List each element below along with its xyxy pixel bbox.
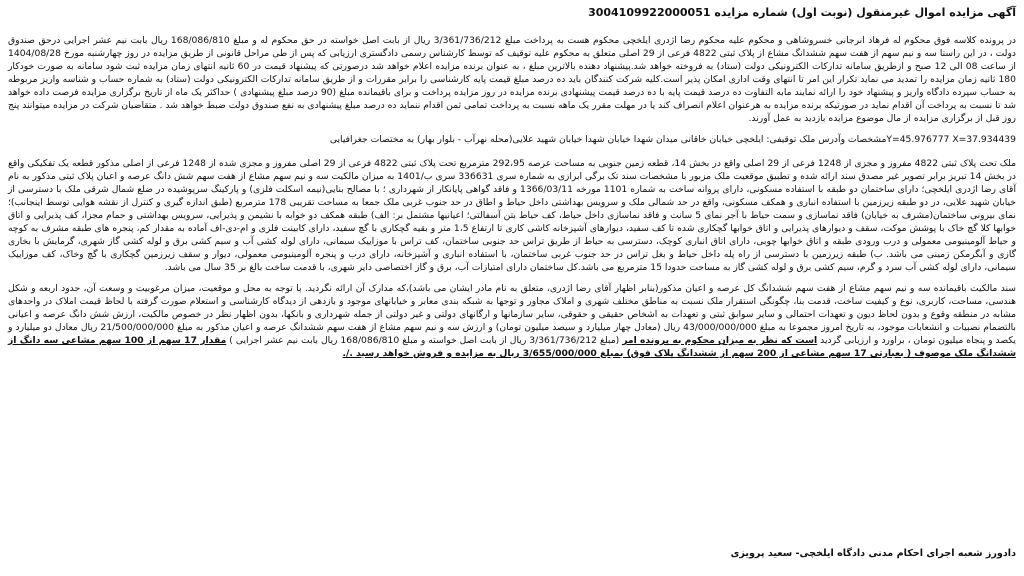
signature-line: دادورز شعبه اجرای احکام مدنی دادگاه ایلخچی- سعید پرویزی [730, 548, 1016, 559]
valuation-text: سند مالکیت باقیمانده سه و نیم سهم مشاع از هفت سهم ششدانگ کل عرصه و اعیان مذکور(بنابر اظهار آقای رضا اژدری، متعلق به نام مادر ایشان می باشد)،که مدارک آن ارائه نگردید. با توجه به محل و موقعیت، میزان مرغوبیت و وسعت آن، حدود اربعه و شکل هندسی، مساحت، کاربری، نوع و کیفیت ساخت، قدمت بنا، چگونگی استقرار ملک نسبت به مناطق مختلف شهری و املاک مجاور و توجها به شبکه بندی معابر و خیابانهای موجود و بازدهی از دیدگاه کارشناسی و استعلام صورت گرفته با لحاظ قیمت املاک در واحدهای مشابه در منطقه وقوع و بدون لحاظ دیون و تعهدات احتمالی و سایر سوابق ثبتی و تعهدات به اشخاص حقیقی و حقوقی، سایر سازمانها و ارگانهای دولتی و غیر دولتی از جمله شهرداری و بانکها، بدون اظهار نظر در خصوص مالکیت، ارزش شش دانگ عرصه و اعیانی بالتضمام نصبیات و انشعابات موجود، به تاریخ امروز مجموعا به مبلغ 43/000/000/000 ریال (معادل چهار میلیارد و سیصد میلیون تومان) و ارزش سه و نیم سهم مشاع از هفت سهم ششدانگ عرصه و اعیان مذکور به مبلغ 21/500/000/000 ریال معادل دو میلیارد و یکصد و پنجاه میلیون تومان ، براورد و ارزیابی گردید [8, 283, 1016, 346]
valuation-emphasis-b: مقدار 17 سهم از 100 سهم مشاعی سه دانگ از ششدانگ ملک موصوف ( بعبارتی 17 سهم مشاعی از 200 سهم از ششدانگ پلاک فوق) بمبلغ 3/655/000/000 ریال به مزایده و فروش خواهد رسید ./. [8, 335, 1016, 359]
paragraph-case-details: در پرونده کلاسه فوق محکوم له فرهاد انرجانی خسروشاهی و محکوم علیه محکوم رضا اژدری ایلخچی محکوم هست به پرداخت مبلغ 3/361/736/212 ریال از بابت اصل خواسته در حق محکوم له و مبلغ 168/086/810 ریال بابت نیم عشر اجرایی درحق صندوق دولت ، در این راستا سه و نیم سهم از هفت سهم ششدانگ مشاع از پلاک ثبتی 4822 فرعی از 29 اصلی متعلق به محکوم علیه توقیف که توسط کارشناس رسمی دادگستری ارزیابی که پس از طی مراحل قانونی از طریق مزایده در روز چهارشنبه مورخ 1404/08/28 از ساعت 08 الی 12 صبح و ازطریق سامانه تدارکات الکترونیکی دولت (ستاد) به فروخته خواهد شد.پیشنهاد دهنده بالاترین مبلغ ، به عنوان برنده مزایده اعلام خواهد شد درصورتی که پیشنهاد قیمت در 60 ثانیه انتهای زمان مزایده ثبت شود سامانه به صورت خودکار 180 ثانیه زمان مزایده را تمدید می نماید تکرار این امر تا انتهای وقت اداری امکان پذیر است.کلیه شرکت کنندگان باید ده درصد مبلغ قیمت پایه کارشناسی را برابر مقررات و از طریق سامانه تدارکات الکترونیکی دولت (ستاد) به شماره حساب و شناسه واریز مربوطه به حساب سپرده دادگاه واریز و پیشنهاد خود را ارائه نمایند مابه التفاوت ده درصد قیمت پایه با ده درصد قیمت پیشنهادی برنده مزایده در روز مزایده پرداخت و برای باقیمانده مبلغ (90 درصد مبلغ پیشنهادی ) حداکثر یک ماه از تاریخ برگزاری مزایده فرصت داده خواهد شد تا نسبت به پرداخت آن اقدام نماید در صورتیکه برنده مزایده به هرعنوان اعلام انصراف کند یا در مهلت مقرر یک ماهه نسبت به پرداخت تمامی ثمن اقدام ننماید ده درصد مبلغ پیشنهادی به نفع صندوق دولت ضبط خواهد شد . متقاضیان شرکت در مزایده میتوانند پنج روز قبل از برگزاری مزایده از مال موضوع مزایده بازدید به عمل آورند. [8, 35, 1016, 124]
valuation-amounts: (مبلغ 3/361/736/212 ریال از بابت اصل خواسته و مبلغ 168/086/810 ریال بابت نیم عشر اجرایی ) [229, 335, 620, 346]
valuation-emphasis-a: است که نظر به میزان محکوم به پرونده امر [622, 335, 818, 346]
notice-title: آگهی مزایده اموال غیرمنقول (نوبت اول) شماره مزایده 3004109922000051 [588, 6, 1016, 19]
paragraph-valuation [8, 282, 1016, 360]
property-location-line: Y=45.976777 X=37.934439مشخصات وآدرس ملک توقیفی: ایلخچی خیابان خاقانی میدان شهدا خیابان شهدا خیابان شهید علایی(محله نهرآب - بلوار بهار) به مختصات جغرافیایی [329, 134, 1016, 145]
paragraph-property-description: ملک تحت پلاک ثبتی 4822 مفروز و مجزی از 1248 فرعی از 29 اصلی واقع در بخش 14، قطعه زمین جنوبی به مساحت عرصه 292،95 مترمربع تحت پلاک ثبتی 4822 فرعی از 29 اصلی مفروز و مجزی شده از 1248 فرعی از اصلی مذکور قطعه یک تفکیکی واقع در بخش 14 تبریز برابر تصویر غیر مصدق سند ارائه شده و تطبیق موقعیت ملک مزبور با مشخصات سند تک برگی ابرازی به شماره سری 336631 سری ب/1401 به میزان مالکیت سه و نیم سهم مشاع از هفت سهم شش دانگ عرصه و اعیان پلاک ثبتی مذکور به نام آقای رضا اژدری ایلخچی؛ دارای ساختمان دو طبقه با استفاده مسکونی، دارای پروانه ساخت به شماره 1101 مورخه 1366/03/11 و فاقد گواهی پایانکار از شهرداری ؛ با مصالح بنایی(نیمه اسکلت فلزی) و پارکینگ سرپوشیده در ضلع شمال شرقی ملک با دسترسی از خیابان شهید علایی، در دو طبقه زیرزمین با استفاده انباری و همکف مسکونی، واقع در حد شمالی ملک و سرویس بهداشتی داخل حیاط و اطاق در حد جنوب غربی ملک جمعا به مساحت تقریبی 178 مترمربع (طبق اندازه گیری و کنترل از نقشه هوایی توسط اینجانب)؛ نمای بیرونی ساختمان(مشرف به خیابان) فاقد نماسازی و سمت حیاط با آجر نمای 5 سانت و فاقد نماسازی داخل حیاط، کف حیاط بتن آسفالتی؛ اعیانیها مشتمل بر: الف) طبقه همکف دو خوابه با نشیمن و پذیرایی، سرویس بهداشتی و حمام مجزا، کف پذیرایی و اتاق خوابها کلا گچ خاک با پوشش موکت، سقف و دیوارهای پذیرایی و اتاق خوابها گچکاری شده تا کف سفید، دیوارهای آشپزخانه کاشی کاری تا ارتفاع 1،5 متر و بقیه گچکاری با گچ سفید، دارای کابینت فلزی و ام-دی-اف آماده به مقدار کم، پنجره های طبقه مشرف به کوچه و حیاط آلومینیومی معمولی و درب ورودی طبقه و اتاق خوابها چوبی، دارای اتاق انباری کوچک، دسترسی به حیاط از طریق تراس حد جنوبی ساختمان، کف تراس با موزاییک سیمانی، دارای لوله کشی آب و سیم کشی برق و لوله کشی گاز شهری، گرمایش با بخاری گازی و آبگرمکن زمینی می باشد. ب) طبقه زیرزمین با دسترسی از راه پله داخل حیاط و بغل تراس در حد جنوب غربی ساختمان، با استفاده انباری و آشپزخانه، دارای درب و پنجره آلومینیومی معمولی، دیوار و سقف زیرزمین گچکاری با گچ وخاک، کف موزاییک سیمانی، دارای لوله کشی آب سرد و گرم، سیم کشی برق و لوله کشی گاز به مساحت حدودا 15 مترمربع می باشد.کل ساختمان دارای امتیازات آب، برق و گاز اختصاصی دایر شهری، با قدمت ساخت بالغ بر 35 سال می باشد. [8, 158, 1016, 273]
